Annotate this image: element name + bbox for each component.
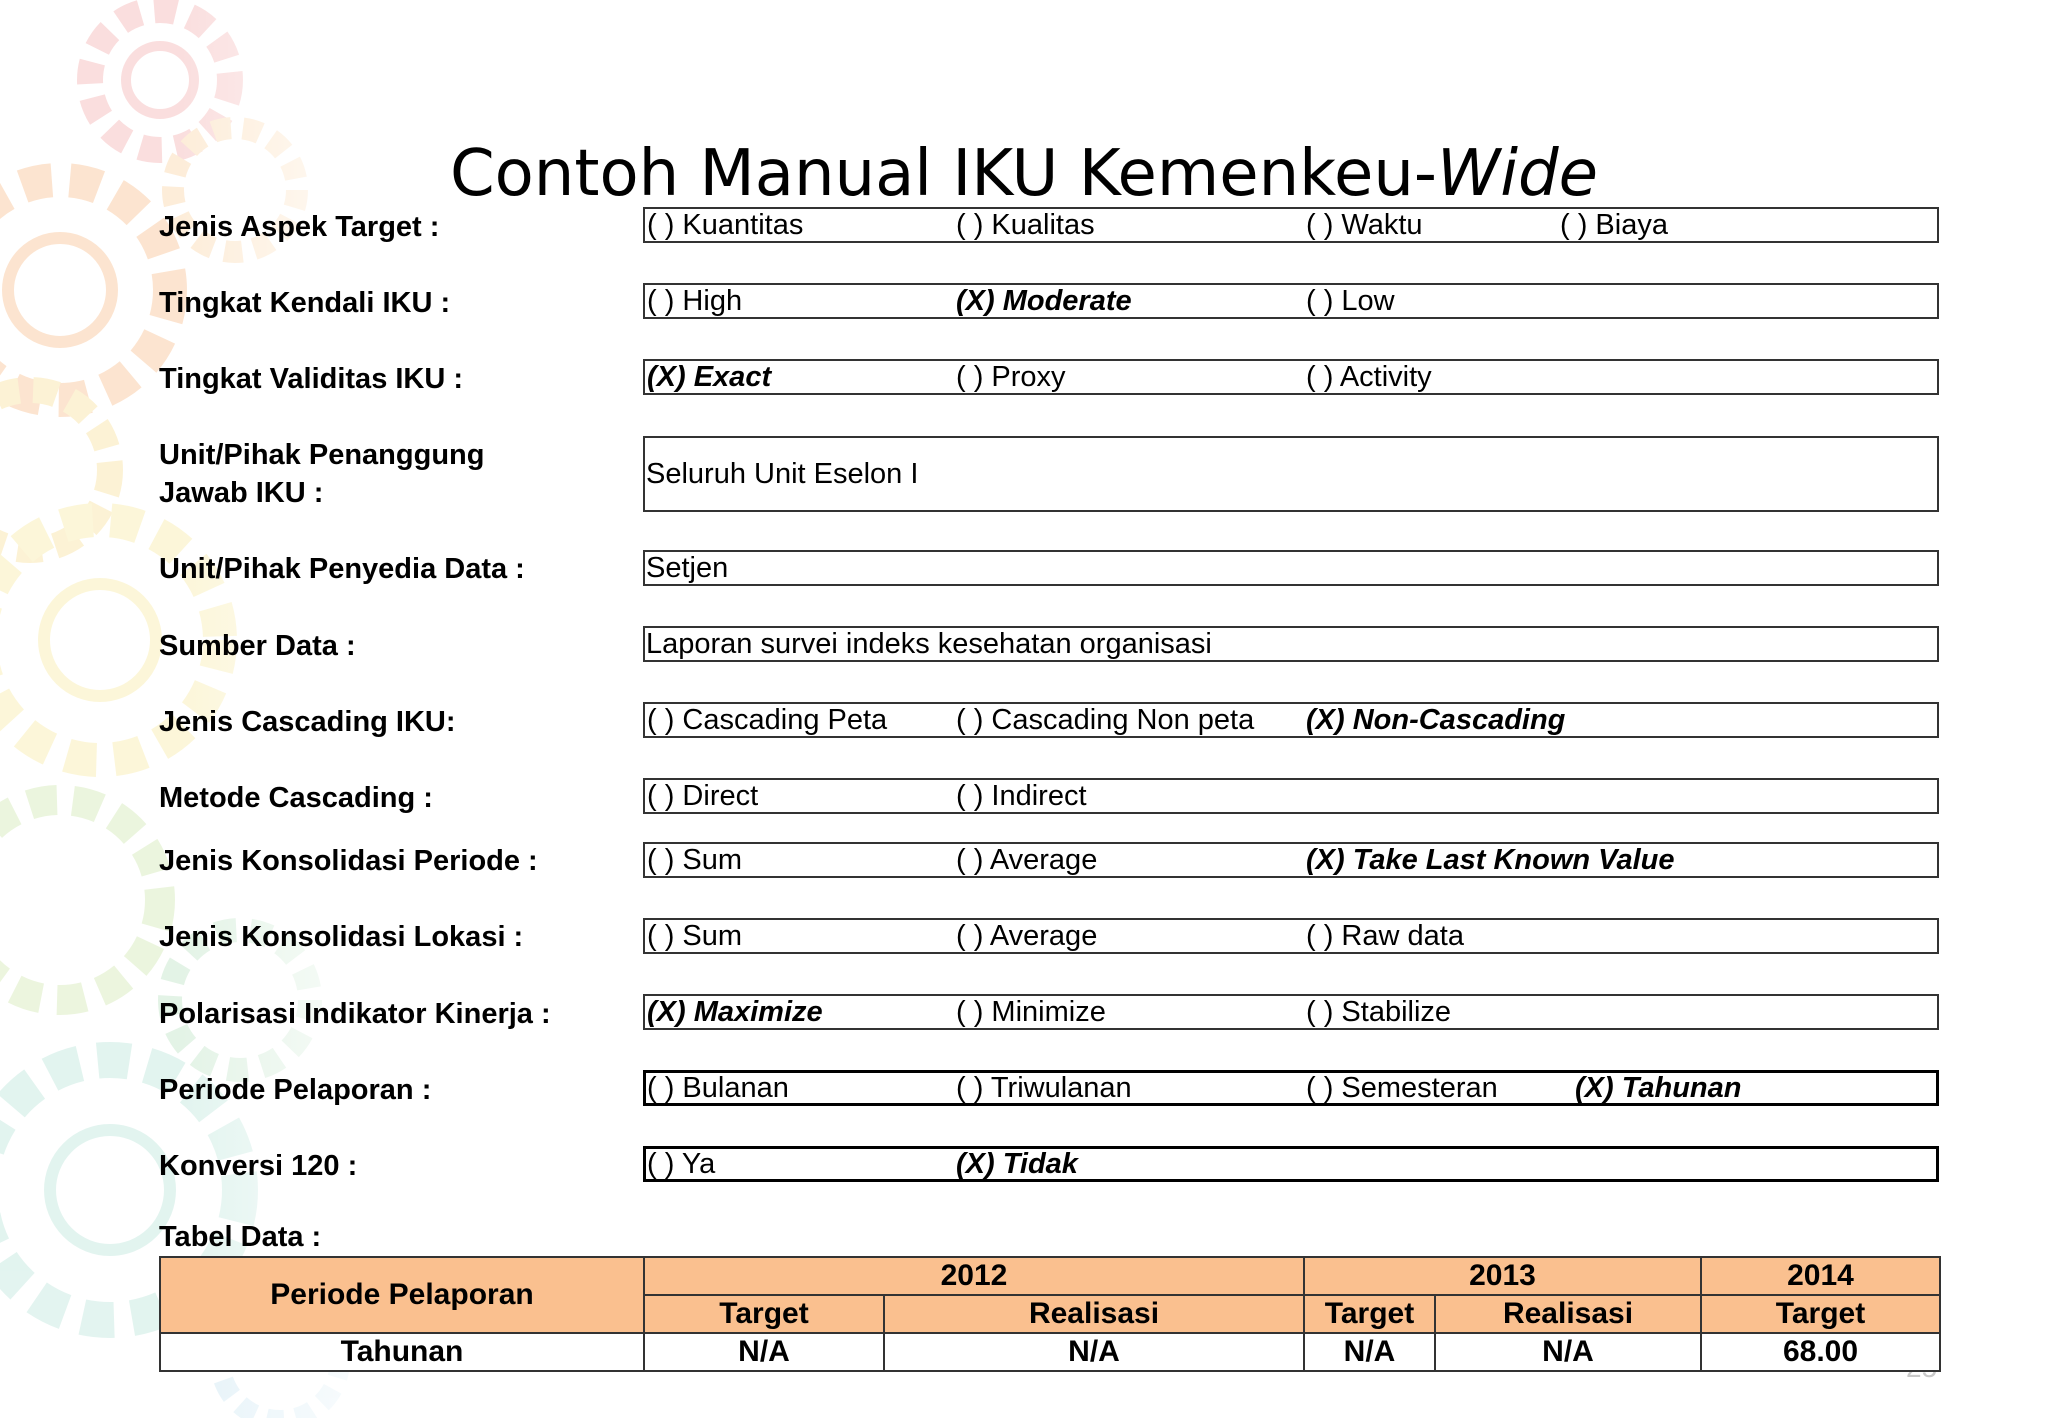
label-penanggung-jawab-line-2: Jawab IKU : (159, 477, 324, 509)
option-biaya[interactable]: ( ) Biaya (1560, 209, 1668, 241)
header-year-2013: 2013 (1304, 1257, 1701, 1295)
cell-period: Tahunan (160, 1333, 644, 1371)
option-bulanan[interactable]: ( ) Bulanan (647, 1072, 789, 1104)
header-year-2014: 2014 (1701, 1257, 1940, 1295)
option-take-last-known-value[interactable]: (X) Take Last Known Value (1306, 844, 1675, 876)
value-penyedia-data[interactable]: Setjen (646, 551, 729, 584)
field-jenis-aspek-target (643, 207, 1939, 243)
cell-2013-target: N/A (1304, 1333, 1435, 1371)
label-periode-pelaporan: Periode Pelaporan : (159, 1074, 432, 1106)
option-maximize[interactable]: (X) Maximize (647, 996, 823, 1028)
table-row (160, 1333, 1940, 1371)
field-tingkat-kendali-iku (643, 283, 1939, 319)
header-year-2012: 2012 (644, 1257, 1304, 1295)
option-periode-sum[interactable]: ( ) Sum (647, 844, 743, 876)
option-raw-data[interactable]: ( ) Raw data (1306, 920, 1464, 952)
cell-2012-target: N/A (644, 1333, 884, 1371)
option-high[interactable]: ( ) High (647, 285, 743, 317)
option-indirect[interactable]: ( ) Indirect (956, 780, 1087, 812)
option-lokasi-average[interactable]: ( ) Average (956, 920, 1098, 952)
option-semesteran[interactable]: ( ) Semesteran (1306, 1072, 1498, 1104)
option-stabilize[interactable]: ( ) Stabilize (1306, 996, 1452, 1028)
subheader-2012-realisasi: Realisasi (884, 1295, 1304, 1333)
label-penyedia-data: Unit/Pihak Penyedia Data : (159, 553, 525, 585)
data-table (159, 1256, 1941, 1372)
label-sumber-data: Sumber Data : (159, 630, 356, 662)
subheader-2013-target: Target (1304, 1295, 1435, 1333)
label-tingkat-kendali-iku: Tingkat Kendali IKU : (159, 287, 451, 319)
option-minimize[interactable]: ( ) Minimize (956, 996, 1106, 1028)
option-cascading-non-peta[interactable]: ( ) Cascading Non peta (956, 704, 1255, 736)
label-metode-cascading: Metode Cascading : (159, 782, 433, 814)
label-konsolidasi-lokasi: Jenis Konsolidasi Lokasi : (159, 921, 524, 953)
option-ya[interactable]: ( ) Ya (647, 1148, 716, 1180)
option-waktu[interactable]: ( ) Waktu (1306, 209, 1423, 241)
field-metode-cascading (643, 778, 1939, 814)
subheader-2013-realisasi: Realisasi (1435, 1295, 1701, 1333)
cell-2012-realisasi: N/A (884, 1333, 1304, 1371)
subheader-2012-target: Target (644, 1295, 884, 1333)
option-lokasi-sum[interactable]: ( ) Sum (647, 920, 743, 952)
label-polarisasi-indikator-kinerja: Polarisasi Indikator Kinerja : (159, 998, 551, 1030)
table-caption: Tabel Data : (159, 1221, 322, 1253)
subheader-2014-target: Target (1701, 1295, 1940, 1333)
option-kualitas[interactable]: ( ) Kualitas (956, 209, 1095, 241)
label-konsolidasi-periode: Jenis Konsolidasi Periode : (159, 845, 538, 877)
field-jenis-cascading-iku (643, 702, 1939, 738)
label-konversi-120: Konversi 120 : (159, 1150, 358, 1182)
option-exact[interactable]: (X) Exact (647, 361, 772, 393)
label-tingkat-validitas-iku: Tingkat Validitas IKU : (159, 363, 464, 395)
label-jenis-cascading-iku: Jenis Cascading IKU: (159, 706, 456, 738)
label-penanggung-jawab-line-1: Unit/Pihak Penanggung (159, 439, 485, 471)
cell-2013-realisasi: N/A (1435, 1333, 1701, 1371)
option-moderate[interactable]: (X) Moderate (956, 285, 1132, 317)
option-kuantitas[interactable]: ( ) Kuantitas (647, 209, 804, 241)
field-konversi-120 (643, 1146, 1939, 1182)
value-penanggung-jawab[interactable]: Seluruh Unit Eselon I (646, 457, 919, 490)
option-non-cascading[interactable]: (X) Non-Cascading (1306, 704, 1566, 736)
field-konsolidasi-periode (643, 842, 1939, 878)
option-activity[interactable]: ( ) Activity (1306, 361, 1432, 393)
option-cascading-peta[interactable]: ( ) Cascading Peta (647, 704, 888, 736)
field-polarisasi-indikator-kinerja (643, 994, 1939, 1030)
cell-2014-target: 68.00 (1701, 1333, 1940, 1371)
field-penyedia-data (643, 550, 1939, 586)
field-konsolidasi-lokasi (643, 918, 1939, 954)
field-penanggung-jawab (643, 436, 1939, 512)
header-periode-pelaporan: Periode Pelaporan (160, 1257, 644, 1333)
label-jenis-aspek-target: Jenis Aspek Target : (159, 211, 440, 243)
field-periode-pelaporan (643, 1070, 1939, 1106)
option-tahunan[interactable]: (X) Tahunan (1575, 1072, 1742, 1104)
page-title: Contoh Manual IKU Kemenkeu-Wide (449, 137, 1599, 211)
option-low[interactable]: ( ) Low (1306, 285, 1395, 317)
option-tidak[interactable]: (X) Tidak (956, 1148, 1078, 1180)
field-sumber-data (643, 626, 1939, 662)
option-direct[interactable]: ( ) Direct (647, 780, 759, 812)
option-proxy[interactable]: ( ) Proxy (956, 361, 1066, 393)
option-periode-average[interactable]: ( ) Average (956, 844, 1098, 876)
field-tingkat-validitas-iku (643, 359, 1939, 395)
option-triwulanan[interactable]: ( ) Triwulanan (956, 1072, 1132, 1104)
value-sumber-data[interactable]: Laporan survei indeks kesehatan organisasi (646, 627, 1212, 660)
